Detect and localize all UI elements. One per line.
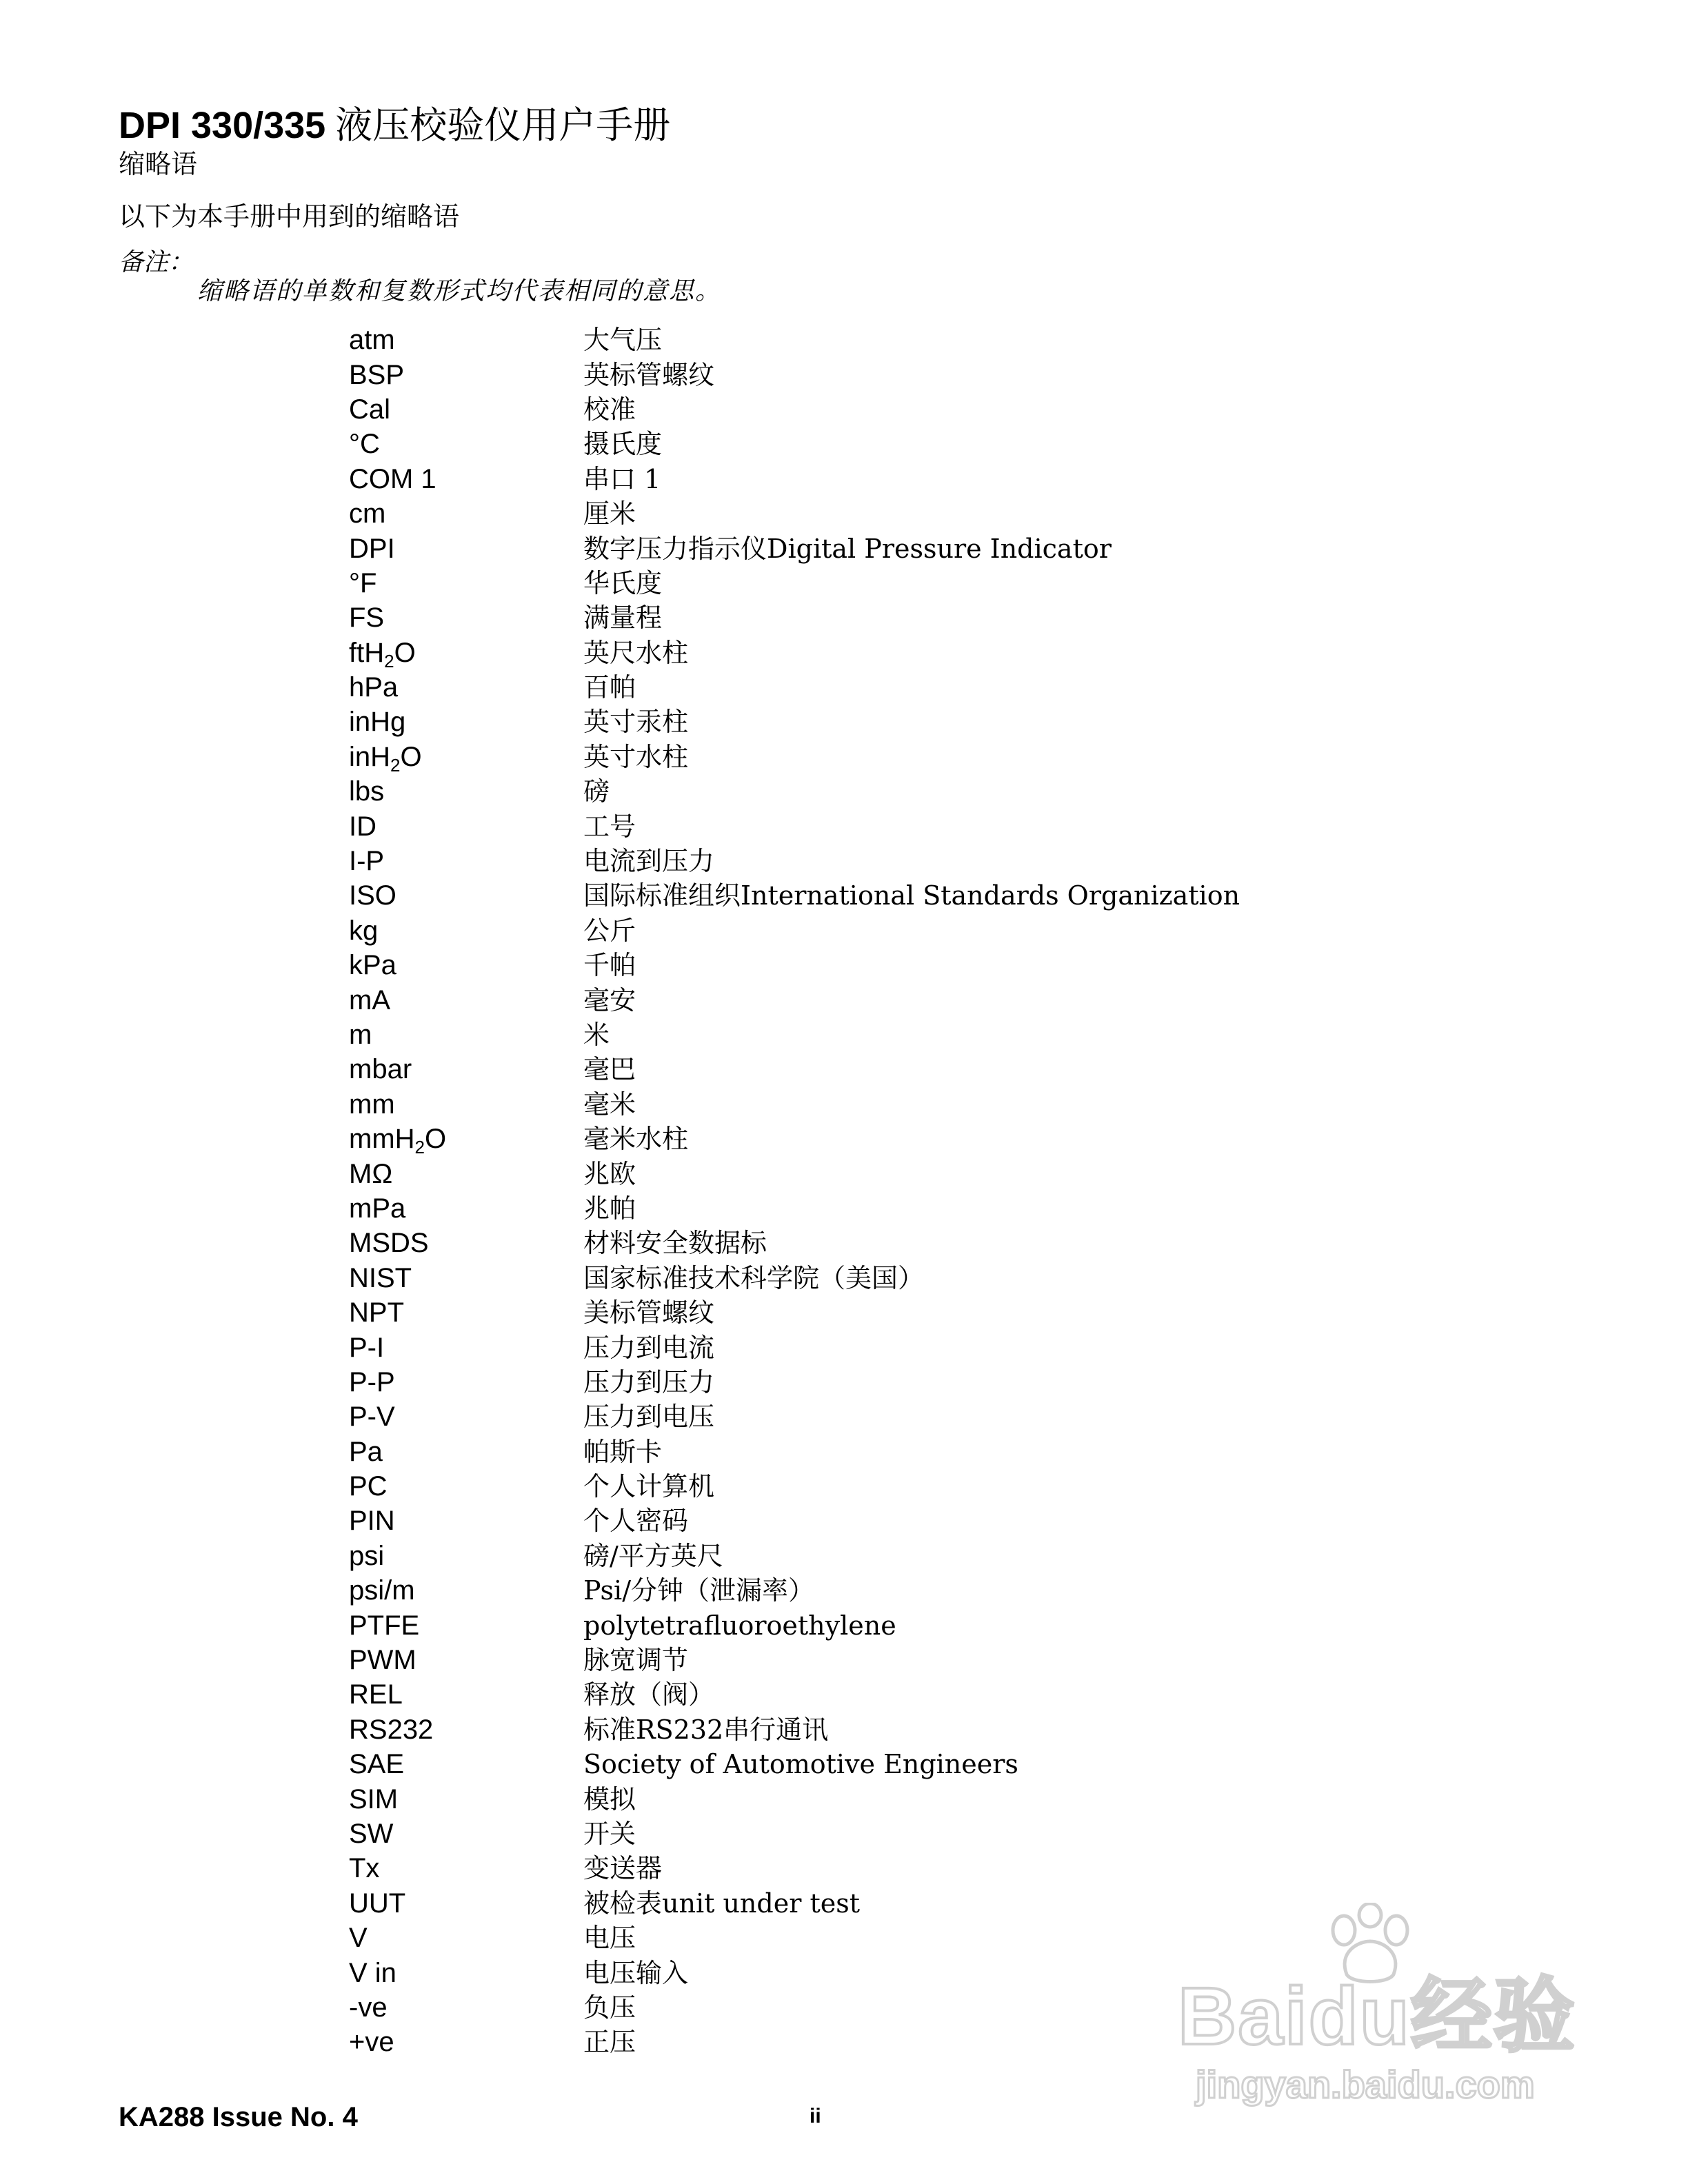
abbreviation-meaning: 厘米 (583, 498, 636, 529)
abbreviation-row (349, 496, 1240, 531)
abbreviation-term: SAE (349, 1749, 405, 1780)
abbreviation-meaning: 英尺水柱 (583, 637, 689, 668)
abbreviation-meaning: 校准 (583, 394, 636, 425)
abbreviation-term: inH$_2$O (349, 741, 422, 776)
abbreviation-meaning: 电压 (583, 1923, 636, 1954)
abbreviation-term: hPa (349, 672, 399, 703)
note-label: 备注： (119, 248, 194, 276)
abbreviation-row (349, 1573, 1240, 1608)
abbreviation-meaning: 电流到压力 (583, 846, 715, 877)
abbreviation-row (349, 1052, 1240, 1086)
abbreviation-term: MΩ (349, 1158, 393, 1189)
abbreviation-meaning: 美标管螺纹 (583, 1297, 715, 1328)
abbreviation-meaning: 变送器 (583, 1853, 663, 1884)
abbreviation-meaning: 数字压力指示仪Digital Pressure Indicator (583, 533, 1112, 564)
abbreviation-row (349, 1921, 1240, 1955)
abbreviation-row (349, 1261, 1240, 1295)
abbreviation-term: NPT (349, 1297, 404, 1328)
watermark (1178, 1903, 1578, 2110)
abbreviation-row (349, 982, 1240, 1017)
abbreviation-row (349, 323, 1240, 357)
abbreviation-meaning: 磅/平方英尺 (583, 1540, 723, 1571)
abbreviation-row (349, 1087, 1240, 1122)
abbreviation-term: I-P (349, 846, 385, 877)
section-heading: 缩略语 (119, 149, 198, 179)
abbreviation-meaning: 释放（阀） (583, 1679, 715, 1710)
abbreviation-term: NIST (349, 1262, 412, 1293)
abbreviation-term: ID (349, 811, 376, 842)
abbreviation-term: ISO (349, 880, 396, 911)
abbreviation-meaning: Society of Automotive Engineers (583, 1749, 1018, 1780)
abbreviation-row (349, 670, 1240, 705)
footer-document-id: KA288 Issue No. 4 (119, 2102, 358, 2132)
abbreviation-term: lbs (349, 776, 385, 807)
abbreviation-term: BSP (349, 359, 405, 390)
abbreviation-term: kg (349, 915, 379, 946)
abbreviation-term: P-I (349, 1332, 385, 1363)
abbreviation-meaning: 国际标准组织International Standards Organization (583, 880, 1240, 911)
watermark-brand: Baidu经验 (1178, 1971, 1576, 2062)
abbreviation-row (349, 705, 1240, 739)
abbreviation-meaning: 米 (583, 1020, 610, 1050)
abbreviation-row (349, 1469, 1240, 1504)
abbreviation-term: Pa (349, 1436, 383, 1467)
abbreviation-term: SIM (349, 1783, 399, 1814)
abbreviation-term: PC (349, 1471, 388, 1502)
abbreviation-term: Cal (349, 394, 391, 425)
abbreviation-term: atm (349, 325, 395, 356)
abbreviation-meaning: 个人计算机 (583, 1471, 715, 1502)
abbreviation-meaning: 个人密码 (583, 1506, 689, 1537)
abbreviation-term: °F (349, 567, 377, 598)
abbreviation-meaning: 串口 1 (583, 463, 661, 494)
abbreviation-meaning: 摄氏度 (583, 429, 663, 460)
abbreviation-meaning: 毫巴 (583, 1054, 636, 1085)
abbreviation-term: V (349, 1923, 368, 1954)
abbreviation-row (349, 1990, 1240, 2025)
abbreviation-row (349, 1608, 1240, 1642)
abbreviation-row (349, 1330, 1240, 1364)
abbreviation-row (349, 1399, 1240, 1434)
abbreviation-row (349, 1191, 1240, 1226)
abbreviation-meaning: 千帕 (583, 950, 636, 981)
abbreviation-meaning: 正压 (583, 2027, 636, 2058)
abbreviation-term: mPa (349, 1193, 406, 1224)
abbreviation-meaning: 标准RS232串行通讯 (583, 1714, 829, 1745)
abbreviation-row (349, 636, 1240, 670)
abbreviation-meaning: 电压输入 (583, 1957, 689, 1988)
abbreviation-meaning: 负压 (583, 1992, 636, 2023)
abbreviation-meaning: 英标管螺纹 (583, 359, 715, 390)
abbreviation-meaning: 兆帕 (583, 1193, 636, 1224)
watermark-url: jingyan.baidu.com (1196, 2063, 1535, 2106)
abbreviation-row (349, 1643, 1240, 1677)
abbreviation-meaning: 帕斯卡 (583, 1436, 663, 1467)
abbreviation-meaning: 英寸汞柱 (583, 707, 689, 738)
abbreviation-term: Tx (349, 1853, 380, 1884)
abbreviation-row (349, 878, 1240, 913)
abbreviation-term: PIN (349, 1506, 395, 1537)
abbreviation-row (349, 913, 1240, 948)
abbreviation-row (349, 740, 1240, 774)
abbreviation-term: psi (349, 1540, 385, 1571)
abbreviation-meaning: 毫安 (583, 984, 636, 1015)
abbreviation-meaning: 开关 (583, 1818, 636, 1849)
document-title-cn: 液压校验仪用户手册 (335, 103, 671, 147)
abbreviation-term: RS232 (349, 1714, 434, 1745)
abbreviation-meaning: 华氏度 (583, 567, 663, 598)
abbreviation-meaning: 工号 (583, 811, 636, 842)
abbreviation-term: REL (349, 1679, 403, 1710)
abbreviation-row (349, 1435, 1240, 1469)
abbreviation-list (349, 323, 1240, 2060)
abbreviation-meaning: 大气压 (583, 325, 663, 356)
abbreviation-row (349, 462, 1240, 496)
abbreviation-term: +ve (349, 2027, 394, 2058)
abbreviation-term: UUT (349, 1888, 406, 1919)
document-title (119, 103, 670, 148)
abbreviation-meaning: Psi/分钟（泄漏率） (583, 1575, 815, 1606)
abbreviation-term: V in (349, 1957, 396, 1988)
abbreviation-term: COM 1 (349, 463, 436, 494)
abbreviation-meaning: 满量程 (583, 603, 663, 634)
abbreviation-term: FS (349, 603, 385, 634)
abbreviation-term: MSDS (349, 1228, 429, 1259)
abbreviation-meaning: polytetrafluoroethylene (583, 1610, 896, 1641)
abbreviation-term: psi/m (349, 1575, 415, 1606)
abbreviation-term: DPI (349, 533, 395, 564)
abbreviation-meaning: 压力到压力 (583, 1366, 715, 1397)
intro-text: 以下为本手册中用到的缩略语 (119, 201, 460, 232)
abbreviation-row (349, 1817, 1240, 1851)
abbreviation-row (349, 531, 1240, 565)
abbreviation-meaning: 压力到电压 (583, 1402, 715, 1433)
abbreviation-term: mbar (349, 1054, 412, 1085)
abbreviation-row (349, 809, 1240, 843)
abbreviation-row (349, 1122, 1240, 1156)
abbreviation-term: inHg (349, 707, 406, 738)
abbreviation-term: °C (349, 429, 380, 460)
abbreviation-row (349, 1365, 1240, 1399)
abbreviation-row (349, 427, 1240, 461)
abbreviation-term: -ve (349, 1992, 388, 2023)
abbreviation-row (349, 1226, 1240, 1260)
abbreviation-meaning: 毫米 (583, 1089, 636, 1120)
abbreviation-meaning: 材料安全数据标 (583, 1228, 767, 1259)
abbreviation-term: ftH$_2$O (349, 637, 416, 671)
abbreviation-term: P-V (349, 1402, 395, 1433)
abbreviation-term: mm (349, 1089, 395, 1120)
abbreviation-term: kPa (349, 950, 396, 981)
abbreviation-row (349, 1747, 1240, 1781)
note-text: 缩略语的单数和复数形式均代表相同的意思。 (197, 277, 722, 305)
abbreviation-row (349, 392, 1240, 427)
abbreviation-meaning: 模拟 (583, 1783, 636, 1814)
document-title-code: DPI 330/335 (119, 105, 326, 146)
abbreviation-row (349, 1886, 1240, 1921)
abbreviation-row (349, 1851, 1240, 1885)
abbreviation-row (349, 1504, 1240, 1538)
abbreviation-meaning: 毫米水柱 (583, 1124, 689, 1155)
abbreviation-row (349, 844, 1240, 878)
abbreviation-row (349, 2025, 1240, 2059)
abbreviation-row (349, 566, 1240, 600)
abbreviation-meaning: 磅 (583, 776, 610, 807)
abbreviation-meaning: 百帕 (583, 672, 636, 703)
abbreviation-term: SW (349, 1818, 394, 1849)
abbreviation-meaning: 兆欧 (583, 1158, 636, 1189)
abbreviation-row (349, 1156, 1240, 1191)
abbreviation-term: mmH$_2$O (349, 1124, 447, 1158)
abbreviation-term: cm (349, 498, 386, 529)
abbreviation-term: mA (349, 984, 390, 1015)
abbreviation-row (349, 948, 1240, 982)
abbreviation-row (349, 1781, 1240, 1816)
abbreviation-row (349, 1677, 1240, 1712)
abbreviation-row (349, 1018, 1240, 1052)
abbreviation-meaning: 被检表unit under test (583, 1888, 860, 1919)
abbreviation-meaning: 国家标准技术科学院（美国） (583, 1262, 925, 1293)
abbreviation-meaning: 英寸水柱 (583, 741, 689, 772)
abbreviation-row (349, 357, 1240, 392)
footer-page-number: ii (810, 2105, 821, 2127)
abbreviation-term: m (349, 1020, 372, 1050)
abbreviation-row (349, 1295, 1240, 1330)
abbreviation-term: P-P (349, 1366, 395, 1397)
abbreviation-meaning: 压力到电流 (583, 1332, 715, 1363)
abbreviation-row (349, 600, 1240, 635)
abbreviation-row (349, 1712, 1240, 1747)
abbreviation-row (349, 1539, 1240, 1573)
abbreviation-term: PTFE (349, 1610, 420, 1641)
abbreviation-meaning: 公斤 (583, 915, 636, 946)
abbreviation-row (349, 774, 1240, 809)
abbreviation-meaning: 脉宽调节 (583, 1645, 689, 1676)
abbreviation-row (349, 1955, 1240, 1990)
abbreviation-term: PWM (349, 1645, 416, 1676)
